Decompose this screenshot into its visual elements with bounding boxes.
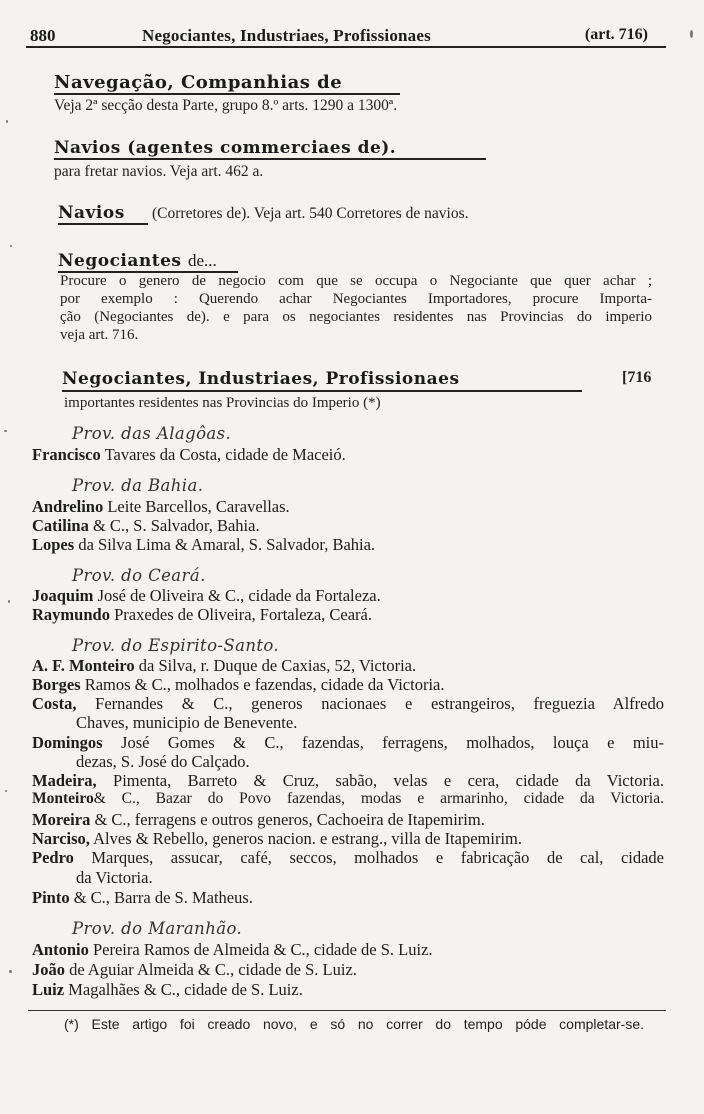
list-item: Raymundo Praxedes de Oliveira, Fortaleza, Ceará. [32,605,373,624]
list-item: Antonio Pereira Ramos de Almeida & C., cidade de S. Luiz. [32,940,433,959]
province-alagoas: Prov. das Alagôas. [72,424,232,443]
negociantes-heading-word: Negociantes [58,251,182,271]
list-item: A. F. Monteiro da Silva, r. Duque de Caxias, 52, Victoria. [32,656,417,675]
heading-underline [54,93,400,95]
scan-speck [8,600,10,603]
navios-agentes-reference: para fretar navios. Veja art. 462 a. [54,163,264,180]
list-item: Pedro Marques, assucar, café, seccos, molhados e fabricação de cal, cidade [32,848,664,867]
negociantes-text-line-4: veja art. 716. [60,327,139,343]
province-maranhao: Prov. do Maranhão. [72,919,243,938]
list-item-continuation: da Victoria. [76,868,153,887]
negociantes-heading-suffix: de... [187,251,217,270]
footnote: (*) Este artigo foi creado novo, e só no correr do tempo póde completar-se. [64,1016,644,1032]
list-item: Narciso, Alves & Rebello, generos nacion. e estrang., villa de Itapemirim. [32,829,522,848]
footnote-rule [28,1010,666,1011]
main-article-number: [716 [622,369,652,386]
list-item: Monteiro& C., Bazar do Povo fazendas, modas e armarinho, cidade da Victoria. [32,790,664,807]
list-item: Francisco Tavares da Costa, cidade de Maceió. [32,445,346,464]
list-item: Andrelino Leite Barcellos, Caravellas. [32,497,290,516]
main-subtitle: importantes residentes nas Provincias do Imperio (*) [64,395,381,411]
navegacao-reference: Veja 2ª secção desta Parte, grupo 8.º arts. 1290 a 1300ª. [54,97,398,114]
scan-speck [9,970,12,973]
heading-underline [58,223,148,225]
list-item: Costa, Fernandes & C., generos nacionaes e estrangeiros, freguezia Alfredo [32,694,664,713]
list-item: Joaquim José de Oliveira & C., cidade da Fortaleza. [32,586,381,605]
list-item: Lopes da Silva Lima & Amaral, S. Salvador, Bahia. [32,535,376,554]
article-reference: (art. 716) [584,26,648,43]
list-item-continuation: Chaves, municipio de Benevente. [76,713,298,732]
header-rule [26,46,666,48]
heading-underline [54,158,486,160]
negociantes-text-line-3: ção (Negociantes de). e para os negociantes residentes nas Provincias do imperio [60,309,652,325]
navios-corretores-reference: (Corretores de). Veja art. 540 Corretores de navios. [152,205,469,222]
province-ceara: Prov. do Ceará. [72,566,206,585]
list-item: João de Aguiar Almeida & C., cidade de S. Luiz. [32,960,357,979]
list-item-continuation: dezas, S. José do Calçado. [76,752,250,771]
heading-navios: Navios [58,203,125,223]
list-item: Pinto & C., Barra de S. Matheus. [32,888,253,907]
list-item: Moreira & C., ferragens e outros generos, Cachoeira de Itapemirim. [32,810,485,829]
heading-main-section: Negociantes, Industriaes, Profissionaes [62,369,460,389]
heading-underline [62,390,582,392]
list-item: Madeira, Pimenta, Barreto & Cruz, sabão, velas e cera, cidade da Victoria. [32,771,664,790]
list-item: Catilina & C., S. Salvador, Bahia. [32,516,260,535]
province-bahia: Prov. da Bahia. [72,476,204,495]
scan-speck [6,120,8,123]
list-item: Luiz Magalhães & C., cidade de S. Luiz. [32,980,303,999]
scan-speck [5,790,7,792]
running-title: Negociantes, Industriaes, Profissionaes [142,26,431,45]
negociantes-text-line-2: por exemplo : Querendo achar Negociantes Importadores, procure Importa- [60,291,652,307]
negociantes-text-line-1: Procure o genero de negocio com que se occupa o Negociante que quer achar ; [60,273,652,289]
province-espirito-santo: Prov. do Espirito-Santo. [72,636,280,655]
scan-speck [4,430,7,432]
page-number: 880 [30,26,56,45]
heading-navios-agentes: Navios (agentes commerciaes de). [54,138,397,158]
heading-negociantes [58,251,217,271]
heading-navegacao: Navegação, Companhias de [54,72,343,93]
list-item: Domingos José Gomes & C., fazendas, ferragens, molhados, louça e miu- [32,733,665,752]
list-item: Borges Ramos & C., molhados e fazendas, cidade da Victoria. [32,675,445,694]
scan-speck [10,245,12,247]
scan-speck [690,30,693,38]
running-head [30,26,670,48]
